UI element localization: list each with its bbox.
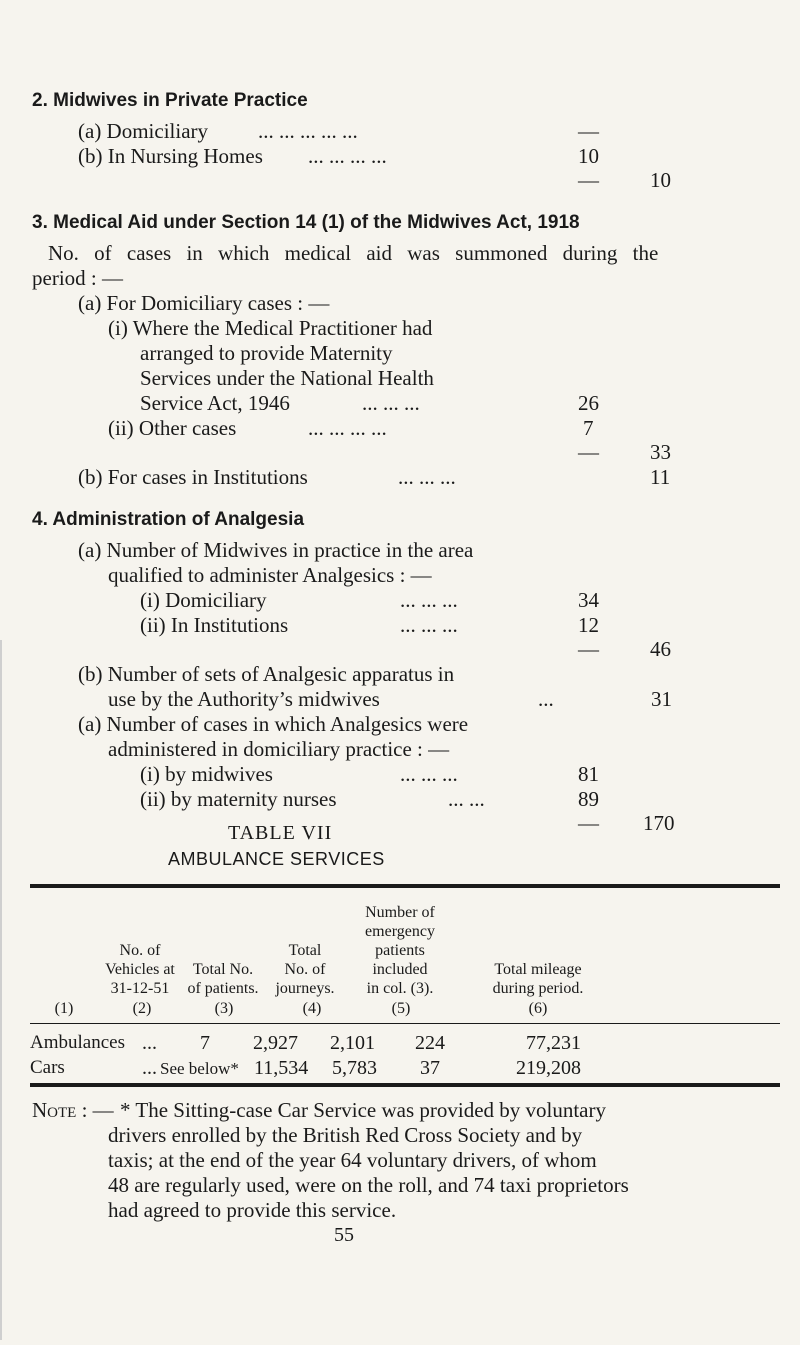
s2-a-value: — — [578, 119, 599, 143]
s3-b-dots: ... ... ... — [398, 465, 456, 489]
note-line2: drivers enrolled by the British Red Cross Society and by — [108, 1123, 583, 1147]
s4-a-total: 46 — [650, 637, 671, 661]
s4-i-dots: ... ... ... — [400, 588, 458, 612]
section-2-heading: 2. Midwives in Private Practice — [32, 90, 308, 111]
s2-a-label: (a) Domiciliary — [78, 119, 209, 143]
s2-b-value: 10 — [578, 144, 599, 168]
colnum-4: (4) — [302, 1000, 322, 1017]
row-ambulances-journeys: 2,101 — [330, 1032, 375, 1054]
s3-a-label: (a) For Domiciliary cases : — — [78, 291, 330, 315]
row-cars-dots: ... — [142, 1057, 157, 1079]
row-ambulances-mileage: 77,231 — [526, 1032, 581, 1054]
s4-ci-dots: ... ... ... — [400, 762, 458, 786]
s2-total: 10 — [650, 168, 671, 192]
header-col6 — [478, 960, 598, 998]
s4-ii-label: (ii) In Institutions — [140, 613, 289, 637]
s4-a-dash: — — [578, 637, 599, 661]
colnum-5: (5) — [391, 1000, 411, 1017]
s4-cii-value: 89 — [578, 787, 599, 811]
header-col4-line1: Total — [288, 942, 322, 959]
s2-b-dots: ... ... ... ... — [308, 144, 387, 168]
header-col5-line1: Number of — [365, 904, 435, 921]
s4-a-line2: qualified to administer Analgesics : — — [108, 563, 432, 587]
colnum-3: (3) — [214, 1000, 234, 1017]
s4-c-dash: — — [578, 811, 599, 835]
row-ambulances-vehicles: 7 — [200, 1032, 210, 1054]
header-col2-line1: No. of — [119, 942, 161, 959]
table-title: TABLE VII — [228, 822, 333, 844]
note-lead — [32, 1098, 114, 1123]
row-cars-patients: 11,534 — [254, 1057, 309, 1079]
s3-i-value: 26 — [578, 391, 599, 415]
header-col6-line2: during period. — [492, 980, 584, 997]
s3-ii-value: 7 — [583, 416, 594, 440]
s3-intro-line2: period : — — [32, 266, 123, 290]
header-col2 — [100, 941, 180, 998]
s2-a-dots: ... ... ... ... ... — [258, 119, 358, 143]
s4-b-line2: use by the Authority’s midwives — [108, 687, 380, 711]
s3-ii-label: (ii) Other cases — [108, 416, 237, 440]
s4-c-line2: administered in domiciliary practice : — — [108, 737, 450, 761]
table-top-rule — [30, 884, 780, 888]
header-col5 — [350, 903, 450, 998]
header-col5-line3: patients — [375, 942, 425, 959]
row-ambulances-dots: ... — [142, 1032, 157, 1054]
header-col6-line1: Total mileage — [494, 961, 582, 978]
row-cars-journeys: 5,783 — [332, 1057, 377, 1079]
s4-ci-label: (i) by midwives — [140, 762, 273, 786]
s4-ii-value: 12 — [578, 613, 599, 637]
s3-subtotal: 33 — [650, 440, 671, 464]
s3-i-line3: Services under the National Health — [140, 366, 434, 390]
s4-c-total: 170 — [643, 811, 675, 835]
header-col4-line2: No. of — [284, 961, 326, 978]
table-bottom-rule — [30, 1083, 780, 1087]
row-ambulances-name: Ambulances — [30, 1032, 125, 1053]
colnum-1: (1) — [54, 1000, 74, 1017]
s3-i-line1: (i) Where the Medical Practitioner had — [108, 316, 433, 340]
header-col4 — [265, 941, 345, 998]
row-cars-vehicles: See below* — [160, 1059, 239, 1078]
colnum-6: (6) — [528, 1000, 548, 1017]
table-subtitle: AMBULANCE SERVICES — [168, 849, 385, 869]
colnum-2: (2) — [132, 1000, 152, 1017]
s3-b-label: (b) For cases in Institutions — [78, 465, 308, 489]
s3-i-dots: ... ... ... — [362, 391, 420, 415]
header-col3 — [178, 960, 268, 998]
s4-cii-label: (ii) by maternity nurses — [140, 787, 337, 811]
header-col2-line3: 31-12-51 — [110, 980, 170, 997]
s3-intro-line1: No. of cases in which medical aid was summoned during the — [48, 241, 659, 265]
s2-b-label: (b) In Nursing Homes — [78, 144, 263, 168]
header-rule — [30, 1023, 780, 1024]
row-ambulances-emergency: 224 — [415, 1032, 445, 1054]
left-margin-edge — [0, 640, 12, 1340]
s4-i-label: (i) Domiciliary — [140, 588, 267, 612]
section-4-heading: 4. Administration of Analgesia — [32, 509, 305, 530]
header-col3-line1: Total No. — [192, 961, 254, 978]
s4-a-line1: (a) Number of Midwives in practice in the area — [78, 538, 474, 562]
s3-b-value: 11 — [650, 465, 671, 489]
s4-b-dots: ... — [538, 687, 554, 711]
row-cars-mileage: 219,208 — [516, 1057, 581, 1079]
s4-ii-dots: ... ... ... — [400, 613, 458, 637]
note-line1: * The Sitting-case Car Service was provided by voluntary — [120, 1098, 606, 1122]
s4-b-value: 31 — [651, 687, 672, 711]
s3-i-line4: Service Act, 1946 — [140, 391, 290, 415]
s3-i-line2: arranged to provide Maternity — [140, 341, 393, 365]
s4-b-line1: (b) Number of sets of Analgesic apparatus in — [78, 662, 455, 686]
row-ambulances-patients: 2,927 — [253, 1032, 298, 1054]
s4-c-line1: (a) Number of cases in which Analgesics were — [78, 712, 469, 736]
s4-ci-value: 81 — [578, 762, 599, 786]
note-lead-label: Note : — — [32, 1098, 114, 1122]
row-cars-emergency: 37 — [420, 1057, 440, 1079]
header-col2-line2: Vehicles at — [105, 961, 175, 978]
s4-cii-dots: ... ... — [448, 787, 485, 811]
header-col3-line2: of patients. — [187, 980, 259, 997]
row-cars-name: Cars — [30, 1057, 65, 1078]
s3-sub-dash: — — [578, 440, 599, 464]
header-col5-line5: in col. (3). — [366, 980, 434, 997]
note-line5: had agreed to provide this service. — [108, 1198, 397, 1222]
header-col5-line2: emergency — [365, 923, 435, 940]
page-number: 55 — [334, 1224, 354, 1246]
header-col4-line3: journeys. — [275, 980, 335, 997]
s2-total-dash: — — [578, 168, 599, 192]
section-3-heading: 3. Medical Aid under Section 14 (1) of the Midwives Act, 1918 — [32, 212, 580, 233]
s4-i-value: 34 — [578, 588, 599, 612]
note-line3: taxis; at the end of the year 64 voluntary drivers, of whom — [108, 1148, 597, 1172]
s3-ii-dots: ... ... ... ... — [308, 416, 387, 440]
header-col5-line4: included — [372, 961, 428, 978]
note-line4: 48 are regularly used, were on the roll, and 74 taxi proprietors — [108, 1173, 629, 1197]
